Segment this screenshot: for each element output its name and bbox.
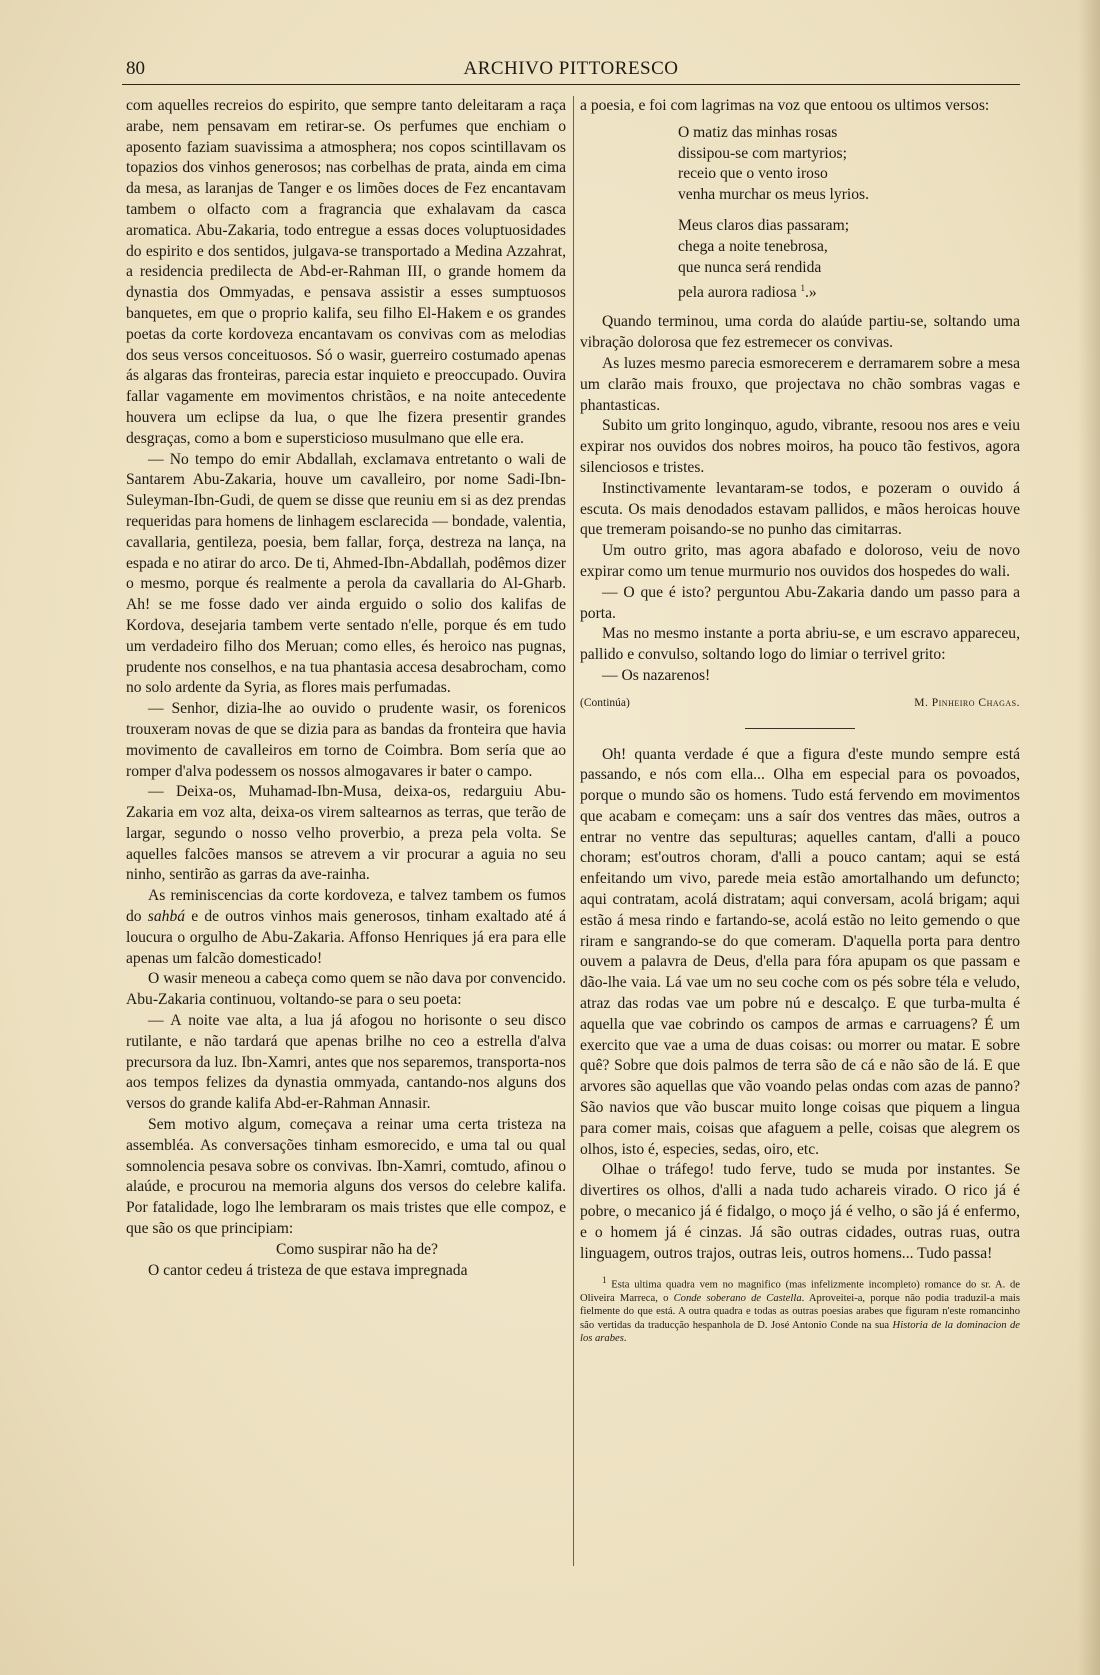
text-run: e de outros vinhos mais generosos, tinham exaltado até á loucura o orgulho de Abu-Zakaria. Affonso Henriques já era para elle apenas um falcão domesticado! xyxy=(126,908,566,967)
section-rule xyxy=(745,728,855,729)
italic-title: Conde soberano de Castella xyxy=(673,1293,802,1305)
text-run: .» xyxy=(805,284,817,302)
paragraph: O cantor cedeu á tristeza de que estava impregnada xyxy=(148,1261,468,1279)
right-column xyxy=(580,96,1020,1345)
paragraph: Subito um grito longinquo, agudo, vibrante, resoou nos ares e veiu expirar nos ouvidos dos nobres moiros, ha pouco tão festivos, agora silenciosos e tristes. xyxy=(580,417,1020,476)
poem-line xyxy=(678,278,1020,304)
paragraph xyxy=(126,886,566,969)
poem-line: venha murchar os meus lyrios. xyxy=(678,186,869,204)
paragraph: Um outro grito, mas agora abafado e doloroso, veiu de novo expirar como um tenue murmurio nos ouvidos dos hospedes do wali. xyxy=(580,542,1020,580)
paragraph: Sem motivo algum, começava a reinar uma certa tristeza na assembléa. As conversações tinham esmorecido, e uma tal ou qual somnolencia pesava sobre os convivas. Ibn-Xamri, comtudo, afinou o alaúde, e procurou na memoria alguns dos versos do celebre kalifa. Por fatalidade, logo lhe lembraram os mais tristes que elle compoz, e que são os que principiam: xyxy=(126,1116,566,1238)
text-run: . xyxy=(623,1332,627,1344)
paragraph: — Senhor, dizia-lhe ao ouvido o prudente wasir, os forenicos trouxeram novas de que se dizia para as bandas da fronteira que havia movimento de cavalleiros em torno de Coimbra. Bom sería que ao romper d'alva podessem os nossos almogavares ir bater o campo. xyxy=(126,700,566,780)
stanza-gap xyxy=(678,206,1020,216)
paragraph: — A noite vae alta, a lua já afogou no horisonte o seu disco rutilante, e não tardará que apenas brilhe no ceo a estrella d'alva precursora da luz. Ibn-Xamri, antes que nos separemos, transporta-nos aos tempos felizes da dynastia ommyada, cantando-nos alguns dos versos do grande kalifa Abd-er-Rahman Annasir. xyxy=(126,1012,566,1113)
poem-line: que nunca será rendida xyxy=(678,258,822,276)
left-column xyxy=(126,96,566,1281)
paragraph: — Deixa-os, Muhamad-Ibn-Musa, deixa-os, redarguiu Abu-Zakaria em voz alta, deixa-os virem saltearnos as terras, que terão de largar, segundo o nosso velho proverbio, a preza pela volta. Se aquelles falcões mansos se atrevem a vir procurar a aguia no seu ninho, sentirão as garras da ave-rainha. xyxy=(126,783,566,884)
italic-title: Historia de la dominacion de los arabes xyxy=(580,1319,1020,1344)
paragraph: — No tempo do emir Abdallah, exclamava entretanto o wali de Santarem Abu-Zakaria, houve um cavalleiro, por nome Sadi-Ibn-Suleyman-Ibn-Gudi, de quem se disse que reuniu em si as dez prendas requeridas para homens de linhagem esclarecida — bondade, valentia, cavallaria, gentileza, poesia, bem fallar, força, destreza na lança, na espada e no atirar do arco. De ti, Ahmed-Ibn-Abdallah, podêmos dizer o mesmo, porque és realmente a perola da cavallaria do Al-Gharb. Ah! se me fosse dado ver ainda erguido o solio dos kalifas de Kordova, desejaria tambem verte sentado n'elle, porque és em tudo um verdadeiro filho dos Meruan; como elles, és heroico nas pugnas, prudente nos conselhos, e na tua phantasia accesa desabrocham, como no solo ardente da Syria, as flores mais perfumadas. xyxy=(126,450,566,697)
paragraph: com aquelles recreios do espirito, que sempre tanto deleitaram a raça arabe, nem pensavam em retirar-se. Os perfumes que enchiam o aposento faziam suavissima a atmosphera; nos copos scintillavam os topazios dos vinhos generosos; nas corbelhas de prata, ainda em cima da mesa, as laranjas de Tanger e os limões doces de Fez encantavam tambem o olfacto com a fragrancia que exhalavam da casca aromatica. Abu-Zakaria, todo entregue a essas doces voluptuosidades do espirito e dos sentidos, julgava-se transportado a Medina Azzahrat, a residencia predilecta de Abd-er-Rahman III, o grande homem da dynastia dos Ommyadas, e pensava assistir a esses sumptuosos banquetes, em que o proprio kalifa, seu filho El-Hakem e os grandes poetas da corte kordoveza encantavam os convivas com as melodias dos seus versos conceituosos. Só o wasir, guerreiro costumado apenas ás algaras das fronteiras, parecia estar inquieto e preoccupado. Ouvira fallar vagamente em movimentos christãos, e na noite antecedente houvera um eclipse da lua, o que lhe fizera presentir grandes desgraças, como a bom e supersticioso musulmano que elle era. xyxy=(126,97,566,447)
italic-word: sahbá xyxy=(147,908,186,926)
paragraph: — O que é isto? perguntou Abu-Zakaria dando um passo para a porta. xyxy=(580,583,1020,622)
text-run: As reminiscencias da corte kordoveza, e talvez tambem os fumos do xyxy=(126,887,566,926)
column-divider xyxy=(573,96,574,1566)
poem xyxy=(678,123,1020,305)
paragraph: O wasir meneou a cabeça como quem se não dava por convencido. Abu-Zakaria continuou, voltando-se para o seu poeta: xyxy=(126,970,566,1009)
text-run: . Aproveitei-a, porque não podia traduzil-a mais fielmente do que está. A outra quadra e todas as outras poesias arabes que figuram n'este romancinho são vertidas da traducção hespanhola de D. José Antonio Conde na sua xyxy=(580,1293,1020,1331)
header-rule xyxy=(122,84,1020,85)
verse-line: Como suspirar não ha de? xyxy=(276,1240,438,1258)
footnote xyxy=(580,1274,1020,1345)
page-edge-shadow xyxy=(1078,0,1100,1675)
page-number: 80 xyxy=(126,58,145,79)
poem-line: chega a noite tenebrosa, xyxy=(678,237,828,255)
continued-label: (Continúa) xyxy=(580,696,630,709)
paragraph: — Os nazarenos! xyxy=(602,666,711,684)
paragraph: As luzes mesmo parecia esmorecerem e derramarem sobre a mesa um clarão mais frouxo, que projectava no chão sombras vagas e phantasticas. xyxy=(580,354,1020,414)
footnote-mark: 1 xyxy=(602,1275,607,1286)
paragraph: a poesia, e foi com lagrimas na voz que entoou os ultimos versos: xyxy=(580,97,990,114)
footnote-reference: 1 xyxy=(800,283,806,294)
footnote-spacer xyxy=(580,1264,1020,1274)
poem-line: receio que o vento iroso xyxy=(678,165,828,183)
poem-line: dissipou-se com martyrios; xyxy=(678,144,847,162)
paragraph: Quando terminou, uma corda do alaúde partiu-se, soltando uma vibração dolorosa que fez estremecer os convivas. xyxy=(580,313,1020,352)
poem-line: O matiz das minhas rosas xyxy=(678,123,838,141)
page-header xyxy=(122,56,1020,84)
poem-line: Meus claros dias passaram; xyxy=(678,216,850,234)
text-run: pela aurora radiosa xyxy=(678,284,797,302)
article-signature xyxy=(580,693,1020,714)
paragraph: Instinctivamente levantaram-se todos, e pozeram o ouvido á escuta. Os mais denodados estavam pallidos, e mãos heroicas houve que tremeram poisando-se no punho das cimitarras. xyxy=(580,479,1020,539)
paragraph: Oh! quanta verdade é que a figura d'este mundo sempre está passando, e nós com ella... Olha em especial para os povoados, porque o mundo são os homens. Tudo está fervendo em movimentos que acabam e começam: uns a saír dos ventres das mães, outros a entrar no ventre das sepulturas; aquelles cantam, d'alli a pouco choram; est'outros choram, d'alli a pouco cantam; aqui se está enfeitando um vivo, parede meia estão amortalhando um defuncto; aqui contratam, acolá distratam; aqui conversam, acolá brigam; aqui estão á mesa rindo e fartando-se, acolá estão no leito gemendo o que riram e sangrando-se do que comeram. D'aquella porta para dentro ouvem a palavra de Deus, d'ella para fóra apupam os que passam e dão-lhe vaia. Lá vae um no seu coche com os pés sobre téla e veludo, atraz das rodas vae um pobre nú e descalço. E que turba-multa é aquella que vae cobrindo os campos de armas e carruagens? É um exercito que vae a uma de duas coisas: ou morrer ou matar. E sobre quê? Sobre que dois palmos de terra são de cá e não são de lá. E que arvores são aquellas que vão voando pelas ondas com azas de panno? São navios que vão buscar muito longe coisas que piquem a lingua para comer mais, coisas que afaguem a pelle, coisas que alegrem os olhos, isto é, especies, sedas, oiro, etc. xyxy=(580,745,1020,1158)
author-name: M. Pinheiro Chagas. xyxy=(914,696,1020,709)
paragraph: Olhae o tráfego! tudo ferve, tudo se muda por instantes. Se divertires os olhos, d'alli a nada tudo achareis virado. O rico já é pobre, o mecanico já é fidalgo, o moço já é velho, o são já é enfermo, e o homem já é cinzas. Já são outras cidades, outras ruas, outra linguagem, outros trajos, outras leis, outros homens... Tudo passa! xyxy=(580,1161,1020,1262)
running-title: ARCHIVO PITTORESCO xyxy=(463,58,679,79)
text-run: Esta ultima quadra vem no magnifico (mas infelizmente incompleto) romance do sr. A. de Oliveira Marreca, o xyxy=(580,1279,1020,1305)
paragraph: Mas no mesmo instante a porta abriu-se, e um escravo appareceu, pallido e convulso, soltando logo do limiar o terrivel grito: xyxy=(580,625,1020,664)
